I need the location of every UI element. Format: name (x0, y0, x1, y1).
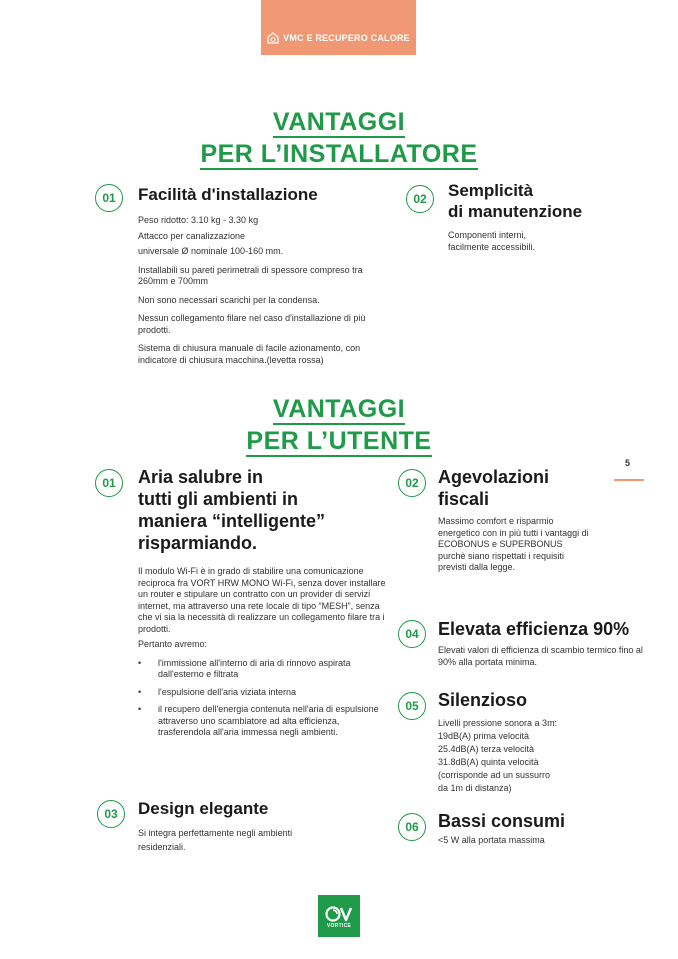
list-item: • l'immissione all'interno di aria di rinnovo aspirata dall'esterno e filtrata (138, 658, 388, 681)
user-item-heading: Design elegante (138, 799, 269, 818)
installer-title-line1: VANTAGGI (272, 108, 406, 136)
house-fan-icon (267, 32, 279, 44)
user-item-heading: Agevolazioni fiscali (438, 467, 550, 509)
user-title-line1: VANTAGGI (272, 395, 406, 423)
number-badge: 01 (95, 469, 123, 497)
user-item-text: Elevati valori di efficienza di scambio termico fino al 90% alla portata minima. (438, 645, 643, 667)
page-marker (614, 479, 644, 481)
category-tab-label: VMC E RECUPERO CALORE (283, 32, 410, 43)
installer-item-heading: Facilità d'installazione (138, 185, 318, 204)
number-badge: 03 (97, 800, 125, 828)
user-title-line2: PER L’UTENTE (246, 427, 432, 455)
number-badge: 02 (406, 185, 434, 213)
installer-item-heading: Semplicità di manutenzione (448, 181, 583, 221)
user-item-heading: Elevata efficienza 90% (438, 619, 630, 639)
installer-title-line2: PER L’INSTALLATORE (200, 140, 478, 168)
installer-item-text: Peso ridotto: 3.10 kg - 3.30 kg Attacco per canalizzazione universale Ø nominale 100-160 mm. Installabili su pareti perimetrali di spessore compreso tra 260mm e 700mm Non sono necessari scarichi per la condensa. Nessun collegamento filare nel caso d'installazione di più prodotti. Sistema di chiusura manuale di facile azionamento, con indicatore di chiusura macchina.(levetta rossa) (138, 215, 366, 365)
number-badge: 06 (398, 813, 426, 841)
category-tab (261, 0, 416, 55)
page-number: 5 (625, 458, 631, 468)
bullet-list (138, 658, 388, 739)
user-item-heading: Silenzioso (438, 690, 528, 710)
number-badge: 01 (95, 184, 123, 212)
number-badge: 05 (398, 692, 426, 720)
number-badge: 04 (398, 620, 426, 648)
list-item: • l'espulsione dell'aria viziata interna (138, 687, 388, 699)
number-badge: 02 (398, 469, 426, 497)
installer-item-text: Componenti interni, facilmente accessibili. (448, 230, 536, 252)
user-item-text: Massimo comfort e risparmio energetico con in più tutti i vantaggi di ECOBONUS e SUPERBONUS purchè siano rispettati i requisiti previsti dalla legge. (438, 516, 589, 572)
user-item-heading: Bassi consumi (438, 811, 566, 831)
list-item: • il recupero dell'energia contenuta nell'aria di espulsione attraverso uno scambiatore ad alta efficienza, trasferendola all'aria immessa negli ambienti. (138, 704, 388, 739)
user-item-text: Il modulo Wi-Fi è in grado di stabilire una comunicazione reciproca fra VORT HRW MONO Wi-Fi, senza dover installare un router e stipulare un contratto con un provider di servizi internet, ma attraverso una rete locale di tipo “MESH”, senza che vi sia la necessità di realizzare un collegamento filare tra i prodotti. Pertanto avremo: • l'immissione all'interno di aria di rinnovo aspirata dall'esterno e filtrata • l'espulsione dell'aria viziata interna • il recupero dell'energia contenuta nell'aria di espulsione attraverso uno scambiatore ad alta efficienza, trasferendola all'aria immessa negli ambienti. (138, 566, 388, 745)
user-item-text: Si integra perfettamente negli ambienti residenziali. (138, 828, 293, 852)
vortice-logo (318, 895, 360, 937)
user-item-heading: Aria salubre in tutti gli ambienti in maniera “intelligente” risparmiando. (138, 467, 326, 553)
logo-brand: VORTICE (326, 922, 352, 929)
user-item-text: Livelli pressione sonora a 3m: 19dB(A) prima velocità 25.4dB(A) terza velocità 31.8dB(A) quinta velocità (corrisponde ad un sussurro da 1m di distanza) (438, 718, 558, 793)
user-item-text: <5 W alla portata massima (438, 835, 545, 845)
vortice-logo-icon (324, 904, 354, 924)
